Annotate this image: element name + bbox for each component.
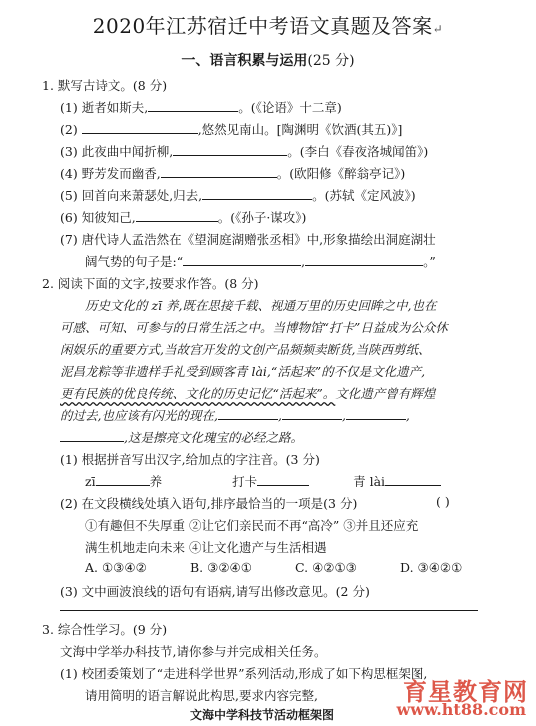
passage-line: ,这是擦亮文化瑰宝的必经之路。 <box>60 428 303 446</box>
answer-line[interactable] <box>60 610 478 611</box>
q1-item-4: (4) 野芳发而幽香, 。(欧阳修《醉翁亭记》) <box>60 166 406 181</box>
answer-blank[interactable] <box>148 99 238 112</box>
watermark-url: www.ht88.com <box>396 700 526 719</box>
answer-blank[interactable] <box>282 407 342 420</box>
answer-blank[interactable] <box>218 407 278 420</box>
q2-sub2-options: 满生机地走向未来 ④让文化遗产与生活相遇 <box>85 540 327 555</box>
choice-c[interactable]: C. ④②①③ <box>295 560 357 575</box>
answer-blank[interactable] <box>82 121 198 134</box>
answer-parentheses[interactable]: ( ) <box>436 494 450 509</box>
q1-item-5: (5) 回首向来萧瑟处,归去, 。(苏轼《定风波》) <box>60 188 416 203</box>
choice-a[interactable]: A. ①③④② <box>85 560 147 575</box>
section-heading: 一、语言积累与运用(25 分) <box>181 53 355 69</box>
answer-blank[interactable] <box>385 473 441 486</box>
q1-item-3: (3) 此夜曲中闻折柳, 。(李白《春夜洛城闻笛》) <box>60 144 429 159</box>
question-3-stem: 3. 综合性学习。(9 分) <box>42 622 168 637</box>
passage-line: 的过去,也应该有闪光的现在, , , , <box>60 408 410 423</box>
answer-blank[interactable] <box>346 407 406 420</box>
q3-intro: 文海中学举办科技节,请你参与并完成相关任务。 <box>60 644 327 659</box>
passage-line: 可感、可知、可参与的日常生活之中。当博物馆“打卡”日益成为公众休 <box>60 320 448 335</box>
q2-sub2-stem: (2) 在文段横线处填入语句,排序最恰当的一项是(3 分) <box>60 496 358 511</box>
passage-line: 泥昌龙粽等非遗样手礼受到顾客青 lài,“活起来”的不仅是文化遗产, <box>60 364 426 379</box>
answer-blank[interactable] <box>173 143 287 156</box>
answer-blank[interactable] <box>60 429 124 442</box>
answer-blank[interactable] <box>136 209 218 222</box>
framework-diagram-title: 文海中学科技节活动框架图 <box>190 708 335 722</box>
passage-line: 历史文化的 zī 养,既在思接千载、视通万里的历史回眸之中,也在 <box>85 298 437 313</box>
q1-item-7-line1: (7) 唐代诗人孟浩然在《望洞庭湖赠张丞相》中,形象描绘出洞庭湖壮 <box>60 232 436 247</box>
q2-sub1-answers: zī 养 打卡 青 lài <box>85 472 441 490</box>
q1-item-6: (6) 知彼知己, 。(《孙子·谋攻》) <box>60 210 307 225</box>
answer-blank[interactable] <box>96 473 150 486</box>
question-1-stem: 1. 默写古诗文。(8 分) <box>42 78 168 93</box>
page-title: 2020年江苏宿迁中考语文真题及答案↵ <box>92 14 444 38</box>
q2-sub3-stem: (3) 文中画波浪线的语句有语病,请写出修改意见。(2 分) <box>60 584 370 599</box>
answer-blank[interactable] <box>161 165 277 178</box>
watermark-logo: 育星教育网 <box>403 677 528 706</box>
q2-sub1-stem: (1) 根据拼音写出汉字,给加点的字注音。(3 分) <box>60 452 320 467</box>
wavy-underlined-sentence: 更有民族的优良传统、文化的历史记忆“活起来”。 <box>60 386 336 401</box>
q1-item-1: (1) 逝者如斯夫, 。(《论语》十二章) <box>60 100 342 115</box>
q1-item-2: (2) ,悠然见南山。[陶渊明《饮酒(其五)》] <box>60 122 403 137</box>
passage-line: 闲娱乐的重要方式,当故宫开发的文创产品频频卖断货,当陕西剪纸、 <box>60 342 431 357</box>
question-2-stem: 2. 阅读下面的文字,按要求作答。(8 分) <box>42 276 259 291</box>
q3-sub1-line1: (1) 校团委策划了“走进科学世界”系列活动,形成了如下构思框架图, <box>60 666 428 681</box>
q2-sub2-options: ①有趣但不失厚重 ②让它们亲民而不再“高冷” ③并且还应充 <box>85 518 419 533</box>
passage-line: 更有民族的优良传统、文化的历史记忆“活起来”。文化遗产曾有辉煌 <box>60 386 436 401</box>
answer-blank[interactable] <box>305 253 423 266</box>
return-mark-icon: ↵ <box>432 22 444 36</box>
answer-blank[interactable] <box>183 253 301 266</box>
q3-sub1-line2: 请用简明的语言解说此构思,要求内容完整, <box>85 688 318 703</box>
answer-blank[interactable] <box>257 473 309 486</box>
answer-blank[interactable] <box>202 187 312 200</box>
choice-b[interactable]: B. ③②④① <box>190 560 252 575</box>
q1-item-7-line2: 阔气势的句子是:“ , 。” <box>85 254 436 269</box>
choice-d[interactable]: D. ③④②① <box>400 560 463 575</box>
